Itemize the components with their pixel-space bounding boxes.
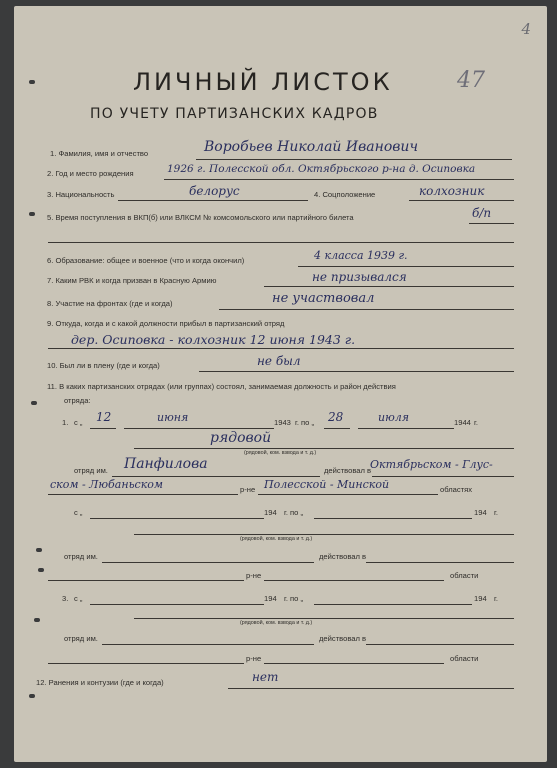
field-3-value: белорус <box>189 184 240 198</box>
field-1-value: Воробьев Николай Иванович <box>204 139 419 155</box>
field-9-value: дер. Осиповка - колхозник 12 июня 1943 г. <box>71 332 356 347</box>
detachment-2-oblasti: области <box>450 571 479 580</box>
detachment-3-rne-label: р-не <box>246 654 262 663</box>
corner-number: 4 <box>521 20 531 38</box>
field-10-label: 10. Был ли в плену (где и когда) <box>47 361 160 370</box>
detachment-1-year-mark: 1943 <box>274 418 291 427</box>
field-10-value: не был <box>257 354 301 368</box>
field-6-value: 4 класса 1939 г. <box>314 249 408 262</box>
detachment-1-from-label: с „ <box>74 418 83 427</box>
document-title: ЛИЧНЫЙ ЛИСТОК <box>133 68 393 96</box>
detachment-2-acted-label: действовал в <box>319 552 367 561</box>
detachment-1-name-label: отряд им. <box>74 466 108 475</box>
detachment-1-acted-in-cont: ском - Любаньском <box>50 478 164 491</box>
detachment-1-number: 1. <box>62 418 69 427</box>
field-8-label: 8. Участие на фронтах (где и когда) <box>47 299 173 308</box>
detachment-1-region: Полесской - Минской <box>264 478 390 491</box>
detachment-2-from-label: с „ <box>74 508 83 517</box>
detachment-3-number: 3. <box>62 594 69 603</box>
detachment-1-to-label: г. по „ <box>295 418 315 427</box>
detachment-3-from-label: с „ <box>74 594 83 603</box>
detachment-1-g: г. <box>474 418 478 427</box>
field-6-label: 6. Образование: общее и военное (что и когда окончил) <box>47 256 245 265</box>
archive-number: 47 <box>457 68 485 93</box>
punch-hole <box>36 548 42 552</box>
punch-hole <box>29 212 35 216</box>
detachment-1-position: рядовой <box>210 430 272 446</box>
punch-hole <box>29 694 35 698</box>
detachment-2-to-year: 194 <box>474 508 487 517</box>
detachment-3-acted-label: действовал в <box>319 634 367 643</box>
detachment-1-to-day: 28 <box>328 410 344 424</box>
detachment-3-g: г. <box>494 594 498 603</box>
field-3-label: 3. Национальность <box>47 190 115 199</box>
field-8-value: не участвовал <box>272 291 375 306</box>
detachment-2-to-label: г. по „ <box>284 508 304 517</box>
detachment-2-rne-label: р-не <box>246 571 262 580</box>
field-12-value: нет <box>252 670 279 684</box>
field-5-label: 5. Время поступления в ВКП(б) или ВЛКСМ № комсомольского или партийного билета <box>47 213 354 222</box>
detachment-1-from-month: июня <box>157 411 189 424</box>
field-1-label: 1. Фамилия, имя и отчество <box>50 149 149 158</box>
detachment-2-g: г. <box>494 508 498 517</box>
detachment-3-year-mark: 194 <box>264 594 277 603</box>
field-12-label: 12. Ранения и контузии (где и когда) <box>36 678 164 687</box>
field-7-label: 7. Каким РВК и когда призван в Красную Армию <box>47 276 217 285</box>
punch-hole <box>31 401 37 405</box>
field-11-label: 11. В каких партизанских отрядах (или группах) состоял, занимаемая должность и район действия <box>47 382 396 391</box>
punch-hole <box>29 80 35 84</box>
detachment-3-oblasti: области <box>450 654 479 663</box>
field-7-value: не призывался <box>312 270 407 284</box>
document-page <box>14 6 547 762</box>
field-5-value: б/п <box>472 206 492 220</box>
field-2-value: 1926 г. Полесской обл. Октябрьского р-на д. Осиповка <box>167 163 476 175</box>
field-4-value: колхозник <box>419 184 485 198</box>
detachment-2-name-label: отряд им. <box>64 552 98 561</box>
detachment-2-year-mark: 194 <box>264 508 277 517</box>
detachment-1-acted-in: Октябрьском - Глус- <box>370 458 493 471</box>
punch-hole <box>34 618 40 622</box>
detachment-3-to-label: г. по „ <box>284 594 304 603</box>
document-subtitle: ПО УЧЕТУ ПАРТИЗАНСКИХ КАДРОВ <box>90 106 379 122</box>
field-9-label: 9. Откуда, когда и с какой должности прибыл в партизанский отряд <box>47 319 285 328</box>
detachment-1-from-day: 12 <box>96 410 112 424</box>
field-11-label-cont: отряда: <box>64 396 91 405</box>
field-4-label: 4. Соцположение <box>314 190 376 199</box>
detachment-1-acted-label: действовал в <box>324 466 372 475</box>
detachment-3-position-hint: (рядовой, ком. взвода и т. д.) <box>240 620 313 626</box>
detachment-3-name-label: отряд им. <box>64 634 98 643</box>
detachment-3-to-year: 194 <box>474 594 487 603</box>
detachment-1-rne-label: р-не <box>240 485 256 494</box>
field-2-label: 2. Год и место рождения <box>47 169 134 178</box>
detachment-1-name: Панфилова <box>124 456 208 472</box>
detachment-1-to-year: 1944 <box>454 418 471 427</box>
detachment-1-oblasti: областях <box>440 485 473 494</box>
detachment-1-position-hint: (рядовой, ком. взвода и т. д.) <box>244 450 317 456</box>
punch-hole <box>38 568 44 572</box>
detachment-2-position-hint: (рядовой, ком. взвода и т. д.) <box>240 536 313 542</box>
detachment-1-to-month: июля <box>378 411 410 424</box>
